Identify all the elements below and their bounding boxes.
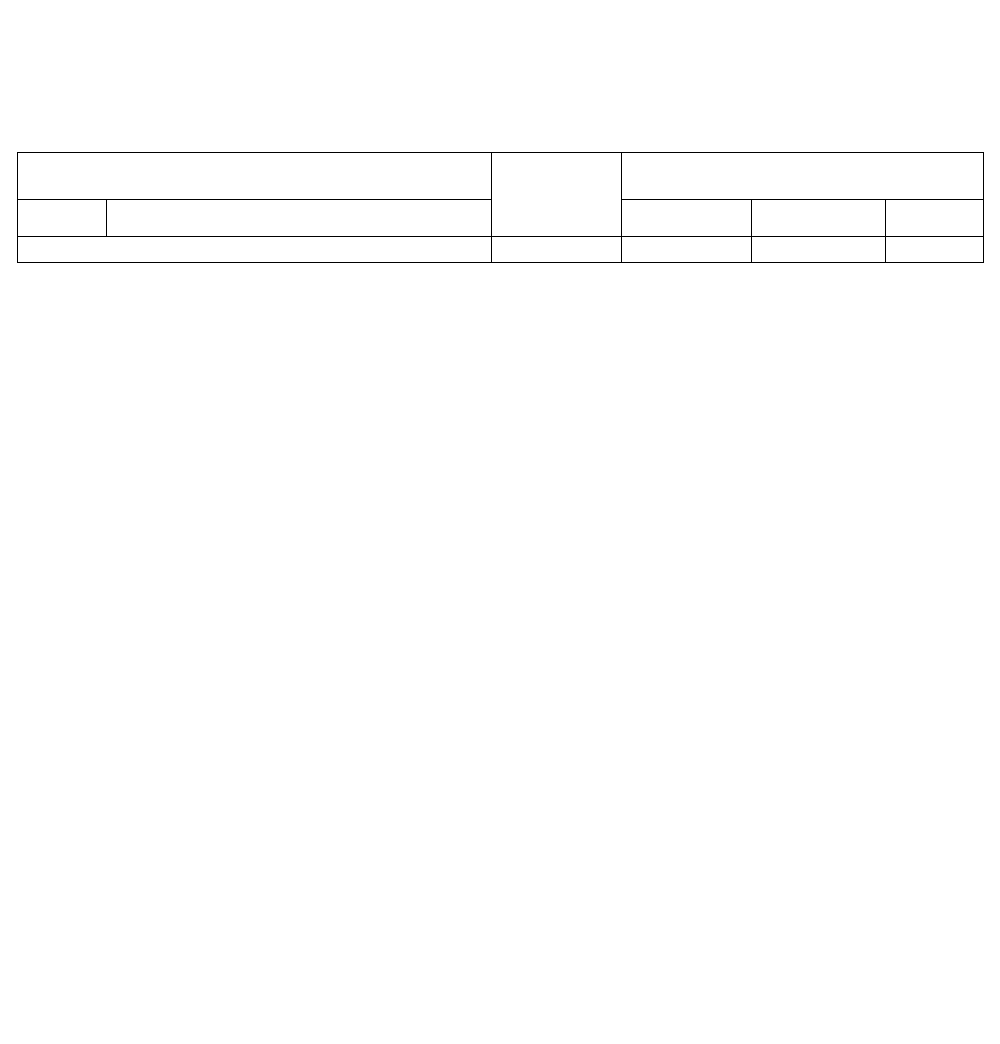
total-2026-project: [886, 237, 984, 263]
total-row: [18, 237, 984, 263]
header-row-1: [18, 153, 984, 200]
total-2026-basic: [752, 237, 886, 263]
code-header: [18, 200, 107, 237]
total-2025: [492, 237, 622, 263]
basic-header: [752, 200, 886, 237]
total-label: [18, 237, 492, 263]
total-header: [622, 200, 752, 237]
func-category-header: [18, 153, 492, 200]
budget-2025-header: [492, 153, 622, 237]
total-2026-total: [622, 237, 752, 263]
project-header: [886, 200, 984, 237]
budget-2026-header: [622, 153, 984, 200]
name-header: [107, 200, 492, 237]
budget-table: [17, 152, 984, 263]
